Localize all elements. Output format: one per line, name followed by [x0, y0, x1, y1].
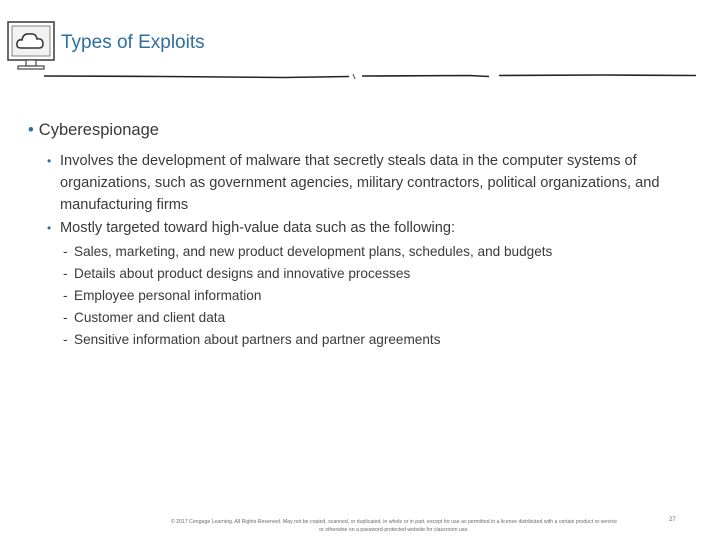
- dash-marker: -: [63, 310, 68, 325]
- high-value-data-list: [63, 241, 552, 351]
- dash-marker: -: [63, 266, 68, 281]
- sub-bullet-1: [47, 150, 717, 216]
- list-item-text: Customer and client data: [74, 310, 226, 325]
- sub-bullet-text: Mostly targeted toward high-value data such as the following:: [60, 220, 456, 236]
- list-item-text: Sensitive information about partners and partner agreements: [74, 332, 441, 347]
- list-item: [63, 329, 552, 351]
- title-underline: [44, 70, 696, 82]
- list-item: [63, 285, 552, 307]
- list-item-text: Details about product designs and innovative processes: [74, 266, 411, 281]
- slide-title: Types of Exploits: [61, 32, 205, 53]
- dash-marker: -: [63, 332, 68, 347]
- copyright-line-1: © 2017 Cengage Learning. All Rights Reserved. May not be copied, scanned, or duplicated, in whole or in part, except for use as permitted in a license distributed with a certain product or service: [170, 519, 618, 525]
- list-item: [63, 307, 552, 329]
- copyright-line-2: or otherwise on a password-protected website for classroom use.: [319, 527, 469, 533]
- sub-bullet-dot: •: [47, 221, 52, 235]
- bullet-dot: •: [28, 121, 34, 139]
- list-item: [63, 241, 552, 263]
- bullet-label: Cyberespionage: [38, 121, 159, 139]
- sub-bullet-text: Involves the development of malware that secretly steals data in the computer systems of organizations, such as government agencies, military contractors, political organizations, and manufacturing firms: [60, 153, 660, 213]
- cloud-monitor-icon: [6, 20, 56, 72]
- dash-marker: -: [63, 244, 68, 259]
- sub-bullet-2: [47, 217, 717, 239]
- page-number: 27: [669, 517, 676, 523]
- list-item: [63, 263, 552, 285]
- sub-bullet-dot: •: [47, 154, 52, 168]
- copyright-footer: [120, 518, 668, 534]
- dash-marker: -: [63, 288, 68, 303]
- list-item-text: Sales, marketing, and new product development plans, schedules, and budgets: [74, 244, 553, 259]
- list-item-text: Employee personal information: [74, 288, 262, 303]
- bullet-cyberespionage: [28, 121, 159, 140]
